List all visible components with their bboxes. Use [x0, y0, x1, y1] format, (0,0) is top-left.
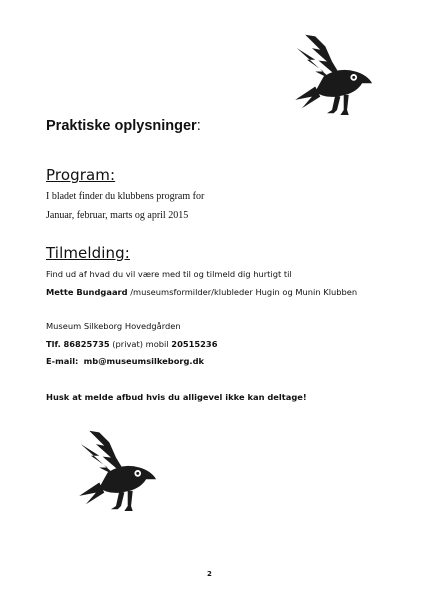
contact-phone: Tlf. 86825735 (privat) mobil 20515236 — [46, 339, 218, 349]
contact-email: E-mail: mb@museumsilkeborg.dk — [46, 356, 205, 366]
contact-location: Museum Silkeborg Hovedgården — [46, 321, 181, 331]
phone-private: 86825735 — [63, 339, 110, 349]
phone-mobile: 20515236 — [171, 339, 218, 349]
program-text-line-1: I bladet finder du klubbens program for — [46, 191, 205, 202]
contact-person — [46, 286, 386, 299]
raven-icon — [290, 28, 374, 120]
email-address: mb@museumsilkeborg.dk — [83, 356, 205, 366]
contact-role: /museumsformilder/klubleder Hugin og Munin Klubben — [127, 287, 358, 297]
contact-name: Mette Bundgaard — [46, 287, 128, 297]
page-heading: Praktiske oplysninger: — [46, 118, 201, 134]
signup-intro: Find ud af hvad du vil være med til og tilmeld dig hurtigt til — [46, 269, 292, 279]
cancel-reminder: Husk at melde afbud hvis du alligevel ikke kan deltage! — [46, 392, 307, 402]
page-number: 2 — [207, 570, 212, 578]
program-title: Program: — [46, 166, 116, 184]
signup-title: Tilmelding: — [46, 244, 130, 262]
program-text-line-2: Januar, februar, marts og april 2015 — [46, 210, 189, 221]
raven-icon — [74, 424, 158, 516]
